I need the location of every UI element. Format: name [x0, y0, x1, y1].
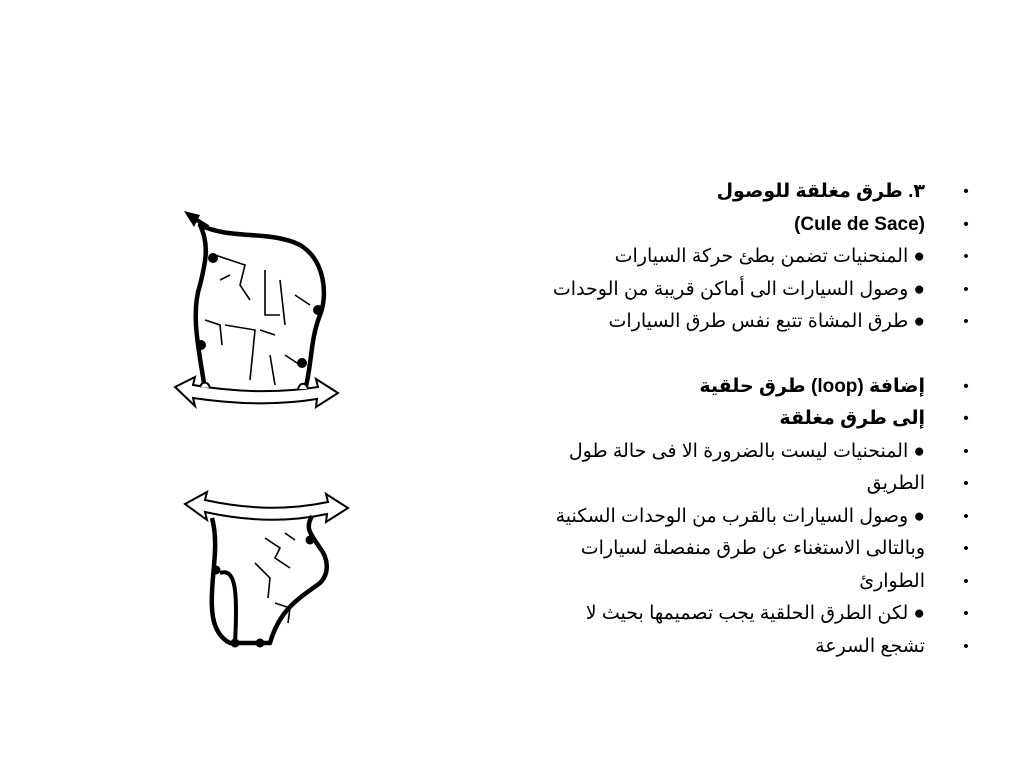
bullet-marker: •: [963, 507, 969, 525]
bullet-marker: •: [963, 442, 969, 460]
bullet-text: ● لكن الطرق الحلقية يجب تصميمها بحيث لا: [585, 603, 925, 624]
interior-lanes: [255, 533, 295, 623]
bullet-text: تشجع السرعة: [815, 635, 925, 657]
bullet-text: ● وصول السيارات بالقرب من الوحدات السكنية: [555, 505, 925, 527]
bullet-item: [454, 274, 974, 307]
bullet-marker: •: [963, 377, 969, 395]
bullet-item: [454, 371, 974, 404]
bullet-text: ● وصول السيارات الى أماكن قريبة من الوحدات: [552, 278, 925, 300]
bullet-text: وبالتالى الاستغناء عن طرق منفصلة لسيارات: [580, 538, 925, 559]
bullet-item: [454, 533, 974, 566]
bullet-marker: •: [963, 572, 969, 590]
bullet-item: [454, 176, 974, 209]
cul-de-sac-road: [196, 225, 324, 398]
interior-lanes: [205, 255, 310, 385]
loop-road-diagram: [180, 488, 355, 653]
bullet-item: [454, 468, 974, 501]
bullet-item: [454, 436, 974, 469]
bullet-marker: •: [963, 280, 969, 298]
cul-de-sac-diagram: [160, 205, 350, 420]
bullet-item: [454, 403, 974, 436]
bottom-road-arrow: [175, 377, 338, 407]
bullet-item: [454, 241, 974, 274]
bullet-item: [454, 209, 974, 242]
bullet-item: [454, 501, 974, 534]
bullet-text: إلى طرق مغلقة: [779, 408, 925, 429]
junction-dots: [196, 253, 323, 368]
bullet-text: ٣. طرق مغلقة للوصول: [716, 181, 925, 202]
bullet-item: [454, 631, 974, 664]
bullet-item: [454, 306, 974, 339]
bullet-text: ● المنحنيات ليست بالضرورة الا فى حالة طول: [568, 440, 925, 462]
bullet-text: ● المنحنيات تضمن بطئ حركة السيارات: [614, 246, 925, 267]
bullet-marker: •: [963, 605, 969, 622]
bullet-marker: •: [963, 410, 969, 427]
exit-arrowhead: [184, 211, 200, 227]
bullet-item: [454, 598, 974, 631]
bullet-marker: •: [963, 248, 969, 265]
bullet-text: الطريق: [866, 473, 925, 494]
bullet-marker: •: [963, 313, 969, 330]
bullet-text: الطوارئ: [859, 570, 925, 592]
bullet-item: [454, 566, 974, 599]
junction-dots: [212, 536, 315, 648]
bullet-marker: •: [963, 183, 969, 200]
bullet-marker: •: [963, 475, 969, 492]
bullet-text: ● طرق المشاة تتبع نفس طرق السيارات: [608, 311, 925, 332]
bullet-marker: •: [963, 540, 969, 557]
bullet-list: [454, 176, 974, 663]
bullet-text: إضافة (loop) طرق حلقية: [699, 375, 925, 397]
bullet-marker: •: [963, 637, 969, 655]
bullet-marker: •: [963, 215, 969, 233]
top-road-arrow: [185, 492, 348, 522]
bullet-text: (Cule de Sace): [794, 213, 925, 235]
